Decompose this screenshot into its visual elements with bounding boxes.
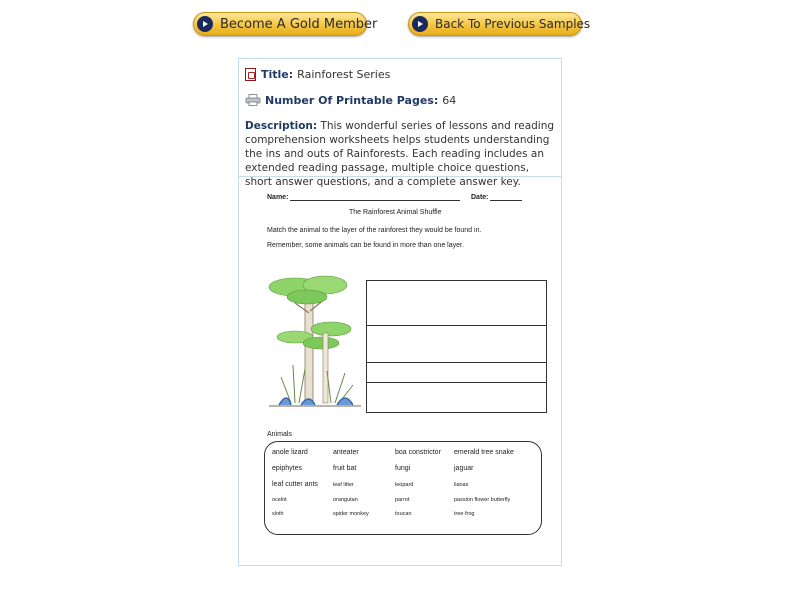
- pages-value: 64: [442, 93, 457, 107]
- animals-label: Animals: [267, 431, 292, 438]
- worksheet-preview: [239, 177, 561, 565]
- list-item: toucan: [395, 511, 412, 517]
- list-item: anteater: [333, 449, 359, 456]
- name-label: Name:: [267, 194, 289, 201]
- list-item: boa constrictor: [395, 449, 441, 456]
- layer-box-emergent[interactable]: [366, 280, 547, 326]
- list-item: leaf litter: [333, 482, 354, 488]
- list-item: epiphytes: [272, 465, 302, 472]
- play-arrow-icon: [412, 16, 428, 32]
- layer-boxes: [366, 281, 547, 413]
- description-text: This wonderful series of lessons and reading comprehension worksheets helps students understanding the ins and outs of Rainforests. Each reading includes an extended reading passage, multiple choice questions, short answer questions, and a complete answer key.: [245, 120, 555, 188]
- play-arrow-icon: [197, 16, 213, 32]
- list-item: jaguar: [454, 465, 474, 472]
- list-item: leaf cutter ants: [272, 481, 318, 488]
- title-value: Rainforest Series: [297, 67, 391, 81]
- back-to-samples-button[interactable]: [408, 12, 591, 36]
- info-section: [239, 59, 561, 188]
- date-label: Date:: [471, 194, 489, 201]
- description-label: Description:: [245, 120, 318, 132]
- rainforest-tree-illustration: [265, 273, 365, 411]
- list-item: emerald tree snake: [454, 449, 514, 456]
- instruction-2: Remember, some animals can be found in more than one layer.: [267, 242, 464, 249]
- list-item: orangutan: [333, 497, 358, 503]
- list-item: sloth: [272, 511, 284, 517]
- worksheet-heading: The Rainforest Animal Shuffle: [349, 209, 442, 216]
- sample-card: [238, 58, 562, 566]
- list-item: parrot: [395, 497, 410, 503]
- pages-label: Number Of Printable Pages:: [265, 93, 439, 107]
- animals-list: [264, 441, 542, 535]
- list-item: anole lizard: [272, 449, 308, 456]
- list-item: lianas: [454, 482, 469, 488]
- instruction-1: Match the animal to the layer of the rainforest they would be found in.: [267, 227, 482, 234]
- list-item: fruit bat: [333, 465, 357, 472]
- date-line: [471, 194, 522, 201]
- title-label: Title:: [261, 67, 294, 81]
- layer-box-forest-floor[interactable]: [366, 382, 547, 413]
- pdf-file-icon: [245, 68, 256, 81]
- layer-box-canopy[interactable]: [366, 325, 547, 363]
- title-row: [245, 66, 555, 82]
- list-item: passion flower butterfly: [454, 497, 511, 503]
- gold-member-label: Become A Gold Member: [220, 16, 378, 32]
- name-line: [267, 194, 460, 201]
- list-item: tree frog: [454, 511, 475, 517]
- back-label: Back To Previous Samples: [435, 17, 591, 31]
- list-item: fungi: [395, 465, 411, 472]
- printer-icon: [245, 94, 261, 106]
- list-item: leopard: [395, 482, 414, 488]
- list-item: spider monkey: [333, 511, 369, 517]
- pages-row: [245, 92, 555, 108]
- list-item: ocelot: [272, 497, 287, 503]
- layer-box-understory[interactable]: [366, 362, 547, 383]
- become-gold-member-button[interactable]: [193, 12, 378, 36]
